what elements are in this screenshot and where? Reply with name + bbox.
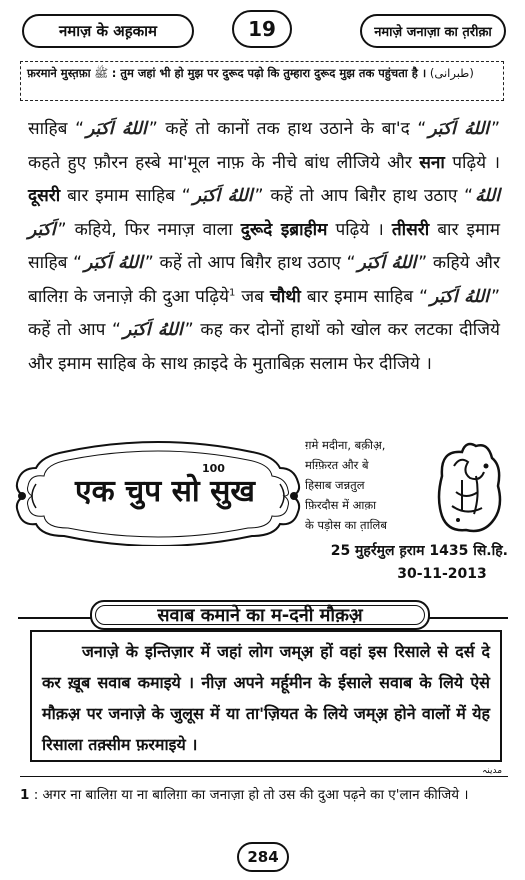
dua-line: मग़्फ़िरत और बे [305,458,369,472]
header-book-title: नमाज़ के अह़काम [22,14,194,48]
banner-superscript: 100 [202,462,225,475]
takbir-calligraphy: اللهُ اَکبَر [84,253,143,273]
sawab-heading-text: सवाब कमाने का म-दनी मौक़अ़ [157,605,363,626]
hijri-date: 25 मुहर्रमुल ह़राम 1435 सि.हि. [330,543,508,559]
body-span: कहिये, फिर नमाज़ वाला [74,219,233,240]
keyword-sana: सना [419,152,445,173]
body-span: पढ़िये । [452,152,500,173]
keyword-chauthi: चौथी [270,286,301,307]
dua-line: के पड़ोस का त़ालिब [305,518,387,532]
body-span: साहिब [28,119,68,139]
body-text: साहिब “ اللهُ اَکبَر ” कहें तो कानों तक हाथ उठाने के बा'द “ اللهُ اَکبَر ” कहते हुए फ़ौरन हस्बे मा'मूल नाफ़ के नीचे बांध लीजिये और सना पढ़िये । दूसरी बार इमाम साहिब “ اللهُ اَکبَر ” कहें तो आप बिग़ैर हाथ उठाए “ اللهُ اَکبَر ” कहिये, फिर नमाज़ वाला दुरूदे इब्राहीम पढ़िये । तीसरी बार इमाम साहिब “ اللهُ اَکبَر ” कहें तो आप बिग़ैर हाथ उठाए “ اللهُ اَکبَر ” कहिये और बालिग़ के जनाज़े की दुआ पढ़िये$^1$ जब चौथी बार इमाम साहिब “ اللهُ اَکبَر ” कहें तो आप “ اللهُ اَکبَر ” कह कर दोनों हाथों को खोल कर लटका दीजिये और इमाम साहिब के साथ क़ाइदे के मुताबिक़ सलाम फेर दीजिये । [28,119,501,374]
body-span: कहें तो आप बिग़ैर हाथ उठाए [159,253,341,273]
takbir-calligraphy: اللهُ اَکبَر [428,119,490,139]
header-page-number: 19 [232,10,292,48]
footnote-mark: مدینہ [482,766,503,776]
body-span: बार इमाम साहिब [306,286,414,307]
dua-text [305,435,427,535]
takbir-calligraphy: اللهُ اَکبَر [430,286,490,307]
header-chapter-title: नमाज़े जनाज़ा का त़रीक़ा [360,14,506,48]
body-span: बार इमाम साहिब [67,186,175,206]
body-span: कहें तो आप [28,320,106,340]
hadith-salutation: ﷺ [94,66,109,80]
body-span: जब [241,286,264,307]
sawab-heading [90,600,430,630]
keyword-dusri: दूसरी [28,186,61,206]
sawab-box [30,630,502,762]
footnote-ref: 1 [229,286,236,298]
hadith-box [20,61,504,101]
banner-title: एक चुप सो सुख [75,474,255,509]
body-span: कहें तो आप बिग़ैर हाथ उठाए [270,186,458,206]
takbir-calligraphy: اللهُ اَکبَر [86,119,147,139]
footnote-number: 1 [20,787,30,803]
footnote-divider [20,776,508,777]
dua-line: हिसाब जन्नतुल [305,478,365,492]
hadith-label: फ़रमाने मुस्त़फ़ा [27,66,91,80]
dua-line: ग़मे मदीना, बक़ीअ़, [305,438,386,452]
takbir-calligraphy: اللهُ اَکبَر [192,186,253,206]
body-span: पढ़िये । [335,219,384,240]
footer-page-number: 284 [237,842,289,872]
hadith-reference: (طبرانی) [429,66,474,80]
sawab-text: जनाज़े के इन्तिज़ार में जहां लोग जम्अ़ हों वहां इस रिसाले से दर्स दे कर ख़ूब सवाब कमाइये । नीज़ अपने मर्हूमीन के ईसाले सवाब के लिये ऐसे मौक़अ़ पर जनाज़े के जुलूस में या ता'ज़ियत के लिये जम्अ़ होने वालों में येह रिसाला तक़्सीम फ़रमाइये । [42,642,490,754]
keyword-durood: दुरूदे इब्राहीम [240,219,328,240]
body-span: कहते हुए फ़ौरन हस्बे मा'मूल नाफ़ के नीचे बांध लीजिये और [28,152,412,173]
body-span: कहिये और बालिग़ के जनाज़े की दुआ पढ़िये [28,253,500,307]
calligraphy-seal-icon [432,436,506,536]
hadith-text: : तुम जहां भी हो मुझ पर दुरूद पढ़ो कि तुम्हारा दुरूद मुझ तक पहुंचता है । [111,66,427,80]
footnote [20,783,508,807]
takbir-calligraphy: اللهُ اَکبَر [122,320,183,340]
body-span: कह कर दोनों हाथों को खोल कर लटका दीजिये और इमाम साहिब के साथ क़ाइदे के मुताबिक़ सलाम फेर दीजिये । [28,320,500,374]
body-span: बार इमाम साहिब [28,219,500,273]
takbir-calligraphy: اللهُ اَکبَر [357,253,417,273]
body-span: कहें तो कानों तक हाथ उठाने के बा'द [165,119,410,139]
takbir-calligraphy: اللهُ اَکبَر [28,186,501,240]
footnote-text: : अगर ना बालिग़ या ना बालिग़ा का जनाज़ा हो तो उस की दुआ पढ़ने का ए'लान कीजिये । [33,787,469,803]
keyword-tisri: तीसरी [391,219,430,240]
gregorian-date: 30-11-2013 [397,566,487,582]
dua-line: फ़िरदौस में आक़ा [305,498,377,512]
